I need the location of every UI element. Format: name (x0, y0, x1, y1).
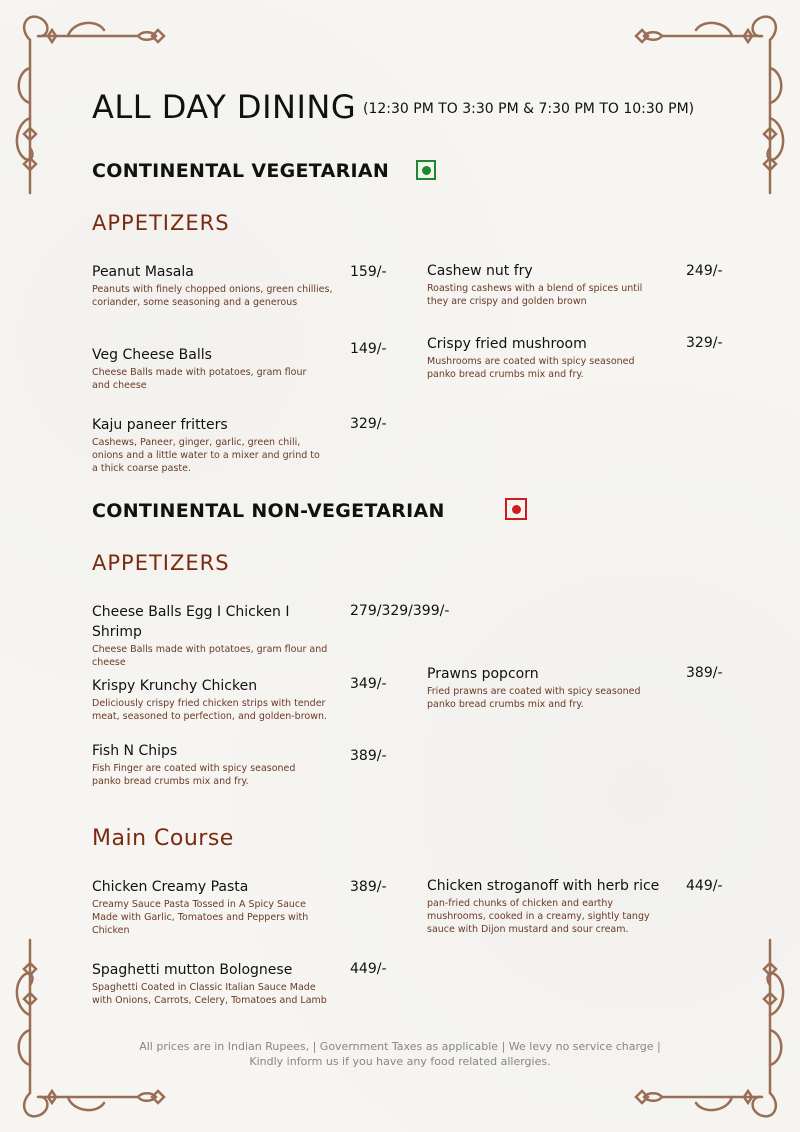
item-price: 249/- (686, 263, 723, 279)
section-title-veg: CONTINENTAL VEGETARIAN (92, 160, 390, 182)
item-name: Chicken Creamy Pasta (92, 879, 249, 895)
item-description: Mushrooms are coated with spicy seasoned panko bread crumbs mix and fry. (427, 356, 635, 380)
nonveg-marker-icon (505, 498, 527, 520)
item-price: 149/- (350, 341, 387, 357)
item-name: Peanut Masala (92, 264, 194, 280)
item-name: Cashew nut fry (427, 263, 533, 279)
footer-line-1: All prices are in Indian Rupees, | Government Taxes as applicable | We levy no service charge | (139, 1040, 661, 1053)
veg-marker-icon (416, 160, 436, 180)
veg-dot (422, 166, 431, 175)
menu-item (92, 602, 337, 669)
item-price: 159/- (350, 264, 387, 280)
corner-ornament-bottom-right (617, 930, 792, 1125)
section-title-nonveg: CONTINENTAL NON-VEGETARIAN (92, 500, 445, 522)
item-description: Cashews, Paneer, ginger, garlic, green chili, onions and a little water to a mixer and grind to a thick coarse paste. (92, 437, 320, 474)
nonveg-dot (512, 505, 521, 514)
item-price: 449/- (686, 878, 723, 894)
item-name: Kaju paneer fritters (92, 417, 228, 433)
item-name: Krispy Krunchy Chicken (92, 678, 258, 694)
item-name: Spaghetti mutton Bolognese (92, 962, 293, 978)
item-price: 329/- (350, 416, 387, 432)
ornament-graphic (617, 930, 792, 1125)
item-description: Fried prawns are coated with spicy seasoned panko bread crumbs mix and fry. (427, 686, 641, 710)
menu-item (92, 345, 327, 392)
item-description: Cheese Balls made with potatoes, gram flour and cheese (92, 367, 307, 391)
item-price: 389/- (350, 879, 387, 895)
menu-item (427, 334, 662, 381)
category-heading-main-course: Main Course (92, 826, 234, 851)
menu-item (92, 960, 327, 1007)
footer-line-2: Kindly inform us if you have any food related allergies. (249, 1055, 551, 1068)
item-description: Peanuts with finely chopped onions, green chillies, coriander, some seasoning and a generous (92, 284, 333, 308)
menu-item (92, 741, 327, 788)
item-description: Fish Finger are coated with spicy seasoned panko bread crumbs mix and fry. (92, 763, 296, 787)
dining-hours: (12:30 PM TO 3:30 PM & 7:30 PM TO 10:30 PM) (363, 101, 695, 117)
menu-item (92, 262, 337, 309)
menu-item (427, 261, 662, 308)
item-description: Creamy Sauce Pasta Tossed in A Spicy Sauce Made with Garlic, Tomatoes and Peppers with Chicken (92, 899, 309, 936)
category-heading-appetizers-veg: APPETIZERS (92, 211, 230, 235)
item-name: Veg Cheese Balls (92, 347, 212, 363)
item-name: Cheese Balls Egg I Chicken I Shrimp (92, 604, 290, 640)
item-name: Chicken stroganoff with herb rice (427, 878, 660, 894)
menu-item (92, 415, 327, 475)
item-name: Prawns popcorn (427, 666, 539, 682)
item-price: 389/- (350, 748, 387, 764)
page-title: ALL DAY DINING (92, 88, 357, 126)
item-description: Deliciously crispy fried chicken strips with tender meat, seasoned to perfection, and golden-brown. (92, 698, 328, 722)
footer-note (100, 1039, 700, 1069)
menu-item (92, 676, 327, 723)
item-name: Fish N Chips (92, 743, 178, 759)
item-price: 329/- (686, 335, 723, 351)
item-description: Cheese Balls made with potatoes, gram flour and cheese (92, 644, 328, 668)
item-name: Crispy fried mushroom (427, 336, 587, 352)
item-description: Roasting cashews with a blend of spices until they are crispy and golden brown (427, 283, 643, 307)
item-price: 279/329/399/- (350, 603, 450, 619)
item-price: 349/- (350, 676, 387, 692)
item-description: Spaghetti Coated in Classic Italian Sauce Made with Onions, Carrots, Celery, Tomatoes and Lamb (92, 982, 327, 1006)
menu-item (427, 664, 662, 711)
category-heading-appetizers-nonveg: APPETIZERS (92, 551, 230, 575)
item-description: pan-fried chunks of chicken and earthy mushrooms, cooked in a creamy, sightly tangy sauce with Dijon mustard and sour cream. (427, 898, 650, 935)
menu-item (92, 877, 327, 937)
item-price: 389/- (686, 665, 723, 681)
menu-item (427, 876, 662, 936)
item-price: 449/- (350, 961, 387, 977)
